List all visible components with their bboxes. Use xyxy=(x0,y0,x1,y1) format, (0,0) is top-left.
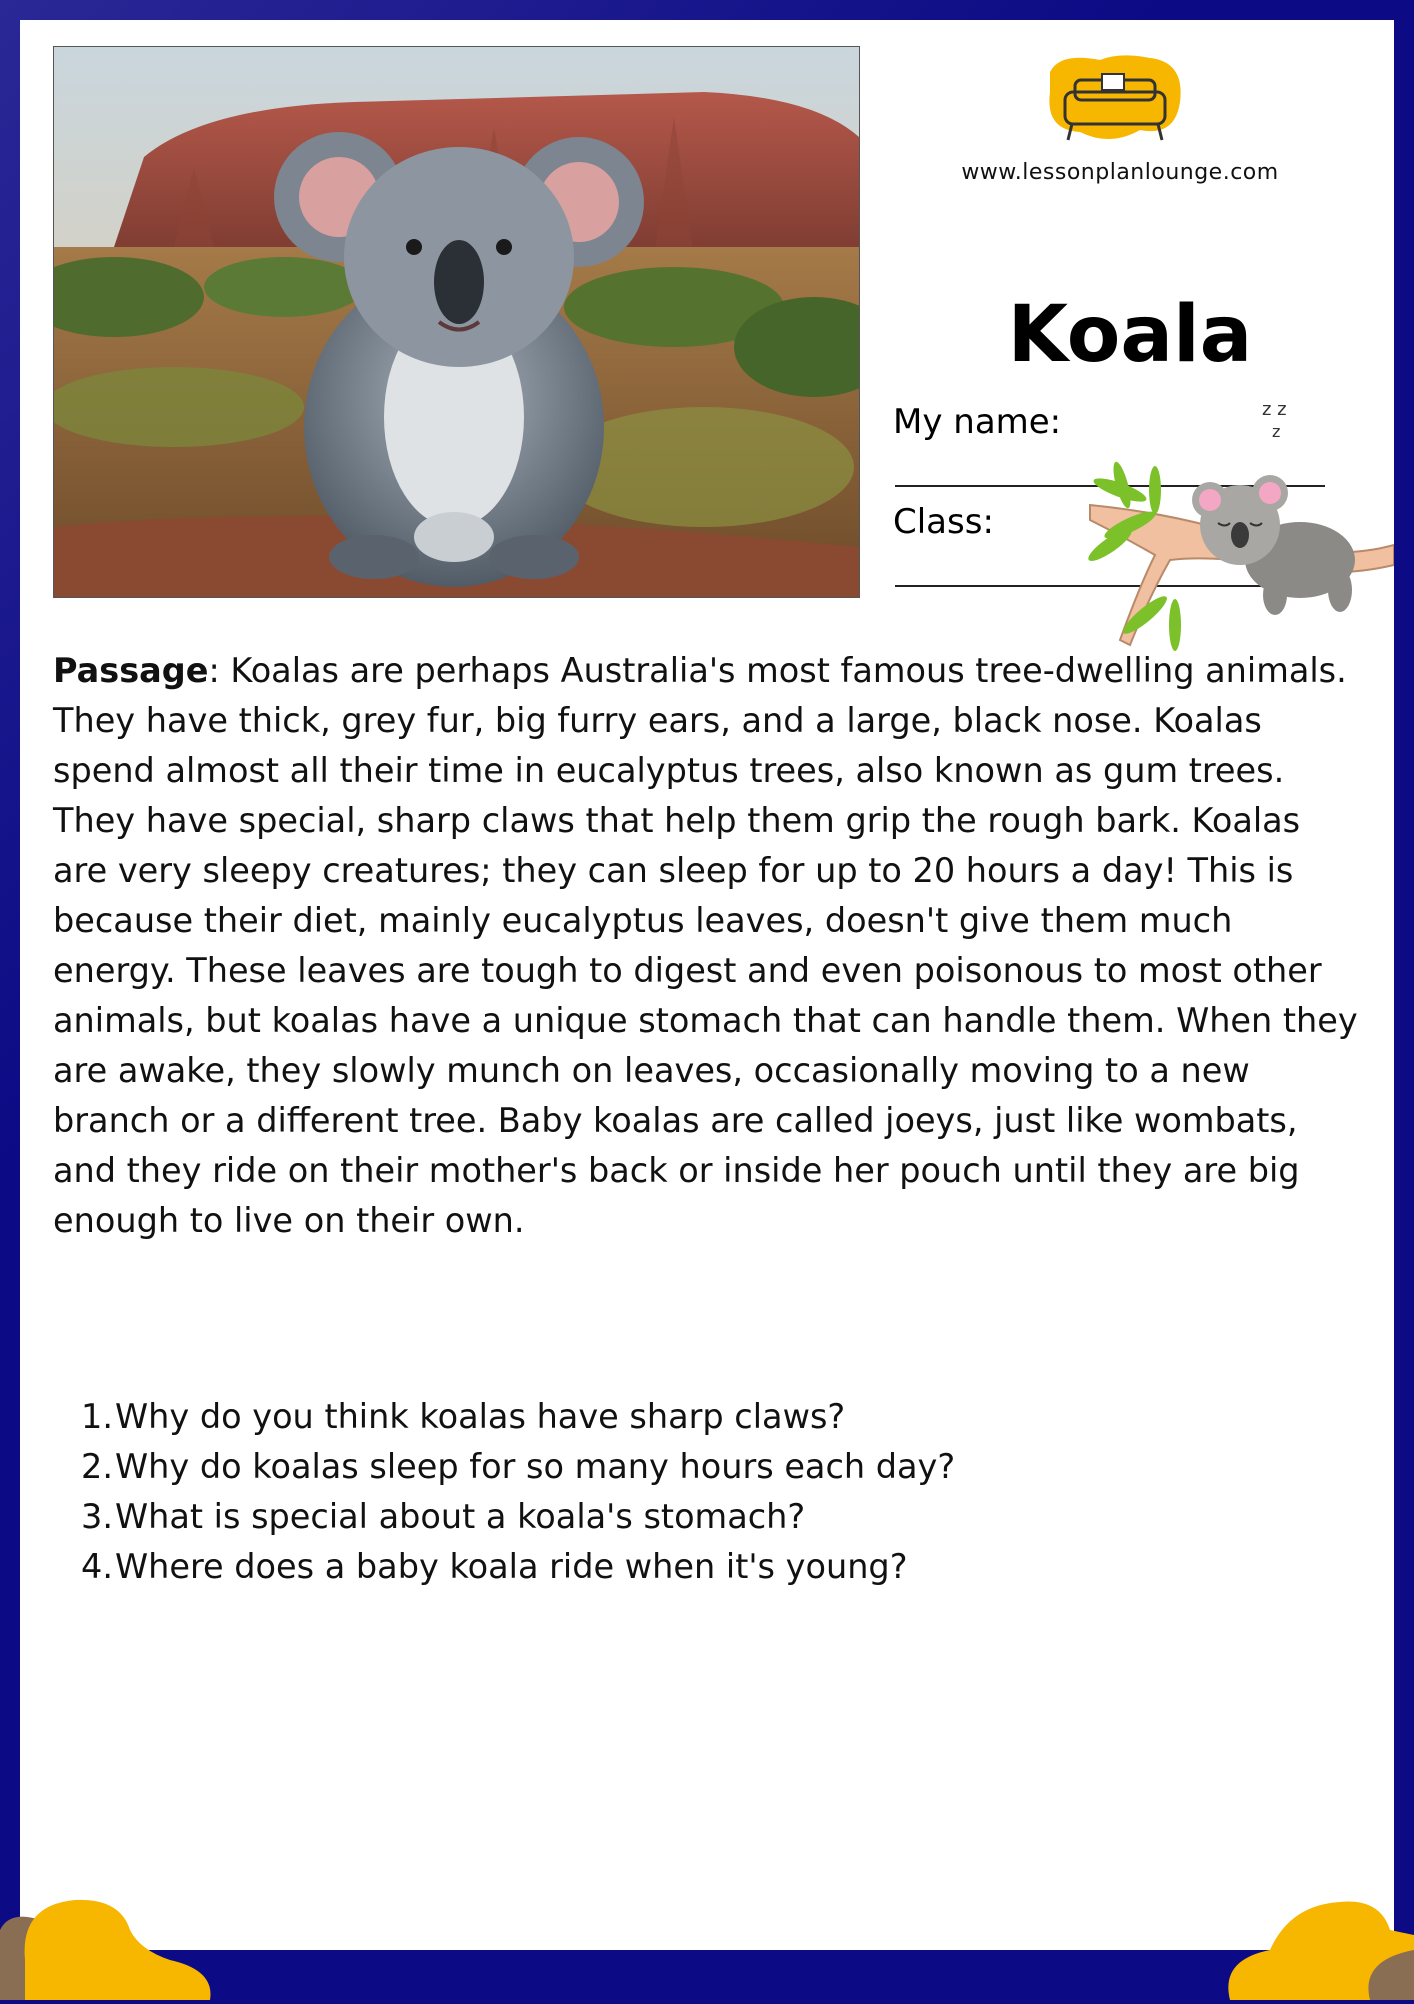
name-label: My name: xyxy=(893,402,1062,442)
list-item xyxy=(53,1492,1353,1542)
question-text: Why do you think koalas have sharp claws? xyxy=(115,1397,846,1436)
passage-text: : Koalas are perhaps Australia's most famous tree-dwelling animals. They have thick, grey fur, big furry ears, and a large, black nose. Koalas spend almost all their time in eucalyptus trees, also known as gum trees. They have special, sharp claws that help them grip the rough bark. Koalas are very sleepy creatures; they can sleep for up to 20 hours a day! This is because their diet, mainly eucalyptus leaves, doesn't give them much energy. These leaves are tough to digest and even poisonous to most other animals, but koalas have a unique stomach that can handle them. When they are awake, they slowly munch on leaves, occasionally moving to a new branch or a different tree. Baby koalas are called joeys, just like wombats, and they ride on their mother's back or inside her pouch until they are big enough to live on their own. xyxy=(53,651,1358,1240)
reading-passage xyxy=(53,646,1363,1246)
question-text: What is special about a koala's stomach? xyxy=(115,1497,806,1536)
sleeping-koala-illustration xyxy=(1070,395,1394,665)
passage-label: Passage xyxy=(53,651,209,690)
zzz-icon: z z xyxy=(1262,399,1287,420)
svg-text:z: z xyxy=(1272,422,1281,441)
list-item xyxy=(53,1392,1353,1442)
corner-decoration-right xyxy=(1200,1890,1414,2000)
class-label: Class: xyxy=(893,502,994,542)
list-item xyxy=(53,1442,1353,1492)
koala-photo xyxy=(53,46,860,598)
question-number: 3. xyxy=(81,1497,113,1536)
question-list xyxy=(53,1392,1353,1592)
question-text: Where does a baby koala ride when it's young? xyxy=(115,1547,908,1586)
question-text: Why do koalas sleep for so many hours each day? xyxy=(115,1447,956,1486)
question-number: 1. xyxy=(81,1397,113,1436)
website-url: www.lessonplanlounge.com xyxy=(961,160,1279,185)
question-number: 4. xyxy=(81,1547,113,1586)
page-title: Koala xyxy=(1007,290,1253,380)
lesson-plan-lounge-logo xyxy=(1040,52,1190,152)
list-item xyxy=(53,1542,1353,1592)
corner-decoration-left xyxy=(0,1890,230,2000)
question-number: 2. xyxy=(81,1447,113,1486)
